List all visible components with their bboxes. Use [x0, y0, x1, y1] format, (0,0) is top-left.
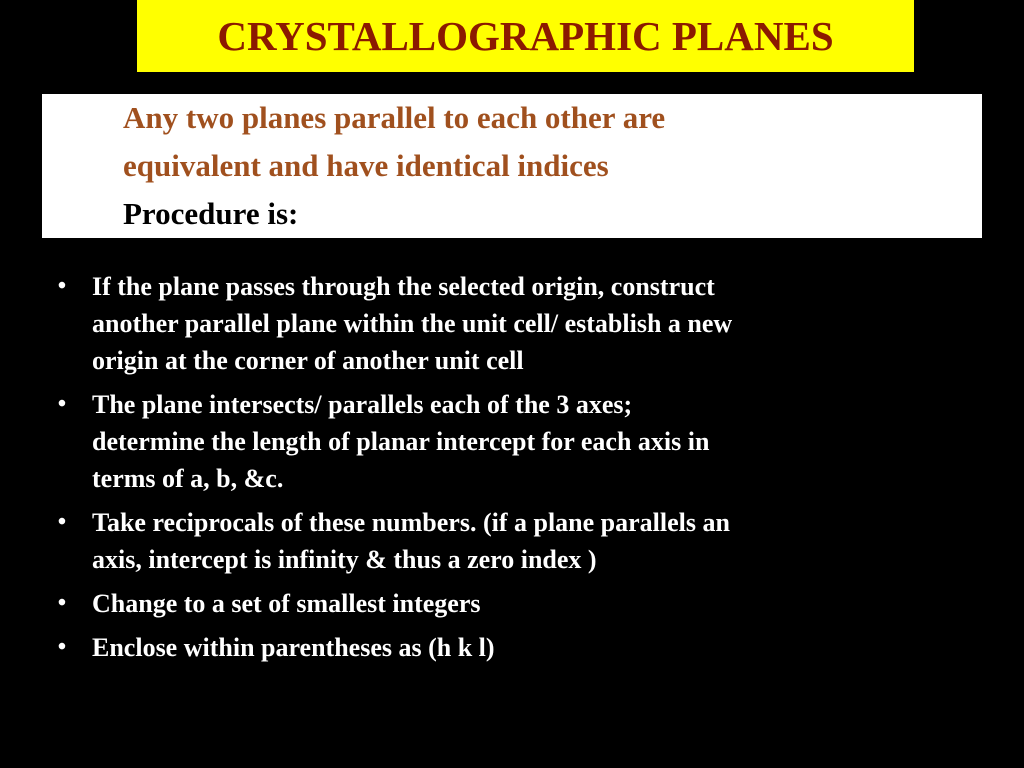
list-item-line: The plane intersects/ parallels each of the 3 axes; — [92, 390, 633, 419]
intro-text-block — [123, 94, 973, 238]
procedure-heading: Procedure is: — [123, 196, 299, 231]
list-item-line: Change to a set of smallest integers — [92, 589, 481, 618]
list-item-line: axis, intercept is infinity & thus a zero index ) — [92, 545, 597, 574]
intro-line-1: Any two planes parallel to each other are — [123, 100, 666, 135]
intro-panel — [42, 94, 982, 238]
title-banner — [137, 0, 914, 72]
list-item — [52, 386, 952, 497]
bullet-icon: • — [57, 391, 67, 417]
procedure-steps-list — [52, 268, 952, 673]
list-item-line: another parallel plane within the unit cell/ establish a new — [92, 309, 733, 338]
slide-title: CRYSTALLOGRAPHIC PLANES — [217, 13, 834, 59]
intro-line-2: equivalent and have identical indices — [123, 148, 609, 183]
list-item-line: Take reciprocals of these numbers. (if a plane parallels an — [92, 508, 730, 537]
list-item-line: Enclose within parentheses as (h k l) — [92, 633, 495, 662]
bullet-icon: • — [57, 509, 67, 535]
list-item — [52, 585, 952, 622]
list-item — [52, 629, 952, 666]
bullet-icon: • — [57, 634, 67, 660]
list-item — [52, 504, 952, 578]
list-item-line: If the plane passes through the selected origin, construct — [92, 272, 715, 301]
bullet-icon: • — [57, 590, 67, 616]
list-item-line: determine the length of planar intercept for each axis in — [92, 427, 710, 456]
list-item — [52, 268, 952, 379]
list-item-line: origin at the corner of another unit cell — [92, 346, 524, 375]
bullet-icon: • — [57, 273, 67, 299]
list-item-line: terms of a, b, &c. — [92, 464, 284, 493]
